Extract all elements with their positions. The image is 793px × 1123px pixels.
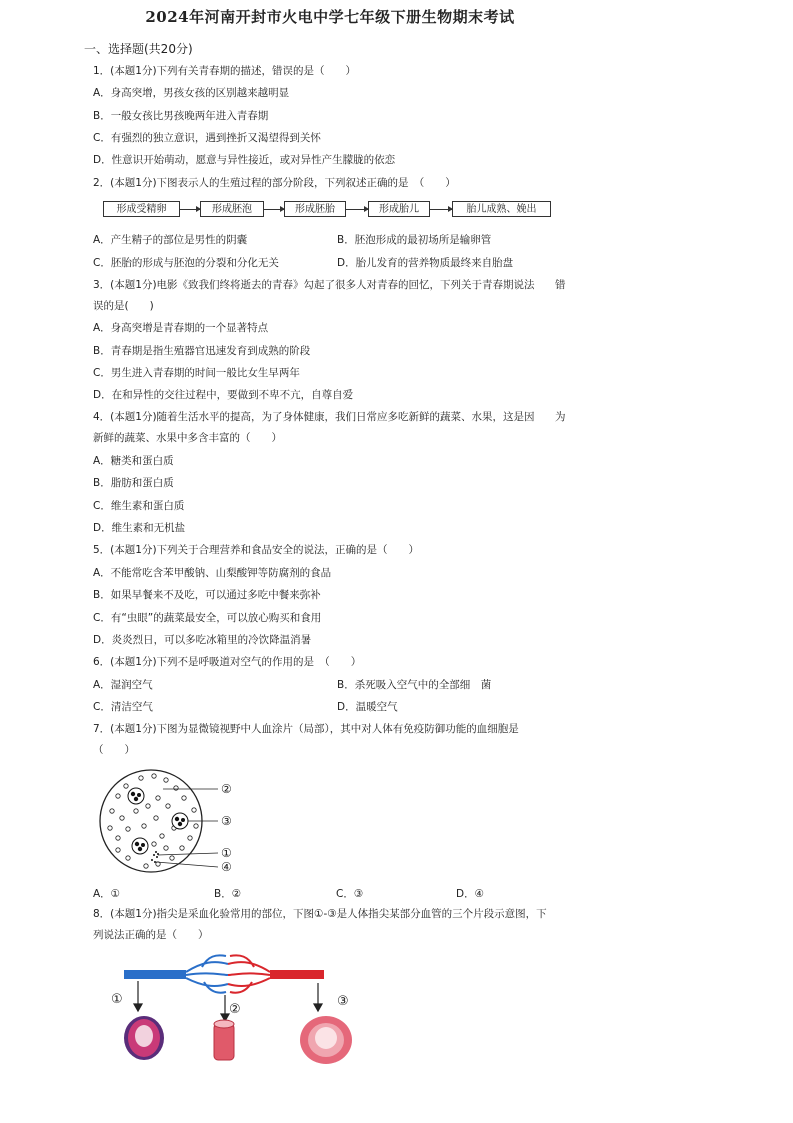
q5-option-a: A．不能常吃含苯甲酸钠、山梨酸钾等防腐剂的食品 <box>93 567 332 579</box>
q5-stem: 5．(本题1分)下列关于合理营养和食品安全的说法，正确的是（ ） <box>93 544 420 556</box>
q1-option-a: A．身高突增，男孩女孩的区别越来越明显 <box>93 87 290 99</box>
flow-step: 形成胚泡 <box>200 201 264 217</box>
q8-stem: 8．(本题1分)指尖是采血化验常用的部位，下图①-③是人体指尖某部分血管的三个片段示意图，下 <box>93 908 547 920</box>
q4-option-a: A．糖类和蛋白质 <box>93 455 174 467</box>
vessel-label-3: ③ <box>337 994 349 1009</box>
q1-option-b: B．一般女孩比男孩晚两年进入青春期 <box>93 110 269 122</box>
q1-option-c: C．有强烈的独立意识，遇到挫折又渴望得到关怀 <box>93 132 321 144</box>
label-1: ① <box>221 846 232 860</box>
q2-option-d: D．胎儿发育的营养物质最终来自胎盘 <box>337 257 514 269</box>
q2-option-c: C．胚胎的形成与胚泡的分裂和分化无关 <box>93 257 279 269</box>
vessel-label-1: ① <box>111 992 123 1007</box>
q4-stem: 4．(本题1分)随着生活水平的提高，为了身体健康，我们日常应多吃新鲜的蔬菜、水果，这是因 <box>93 411 535 423</box>
q3-stem-cont: 误的是( ) <box>93 300 154 312</box>
q7-option-b: B．② <box>214 888 242 900</box>
q3-option-d: D．在和异性的交往过程中，要做到不卑不亢，自尊自爱 <box>93 389 354 401</box>
flow-arrow-icon <box>346 209 368 210</box>
label-4: ④ <box>221 860 232 874</box>
q4-stem-cont: 新鲜的蔬菜、水果中多含丰富的（ ） <box>93 432 282 444</box>
flow-arrow-icon <box>430 209 452 210</box>
page-title: 2024年河南开封市火电中学七年级下册生物期末考试 <box>145 8 515 26</box>
q7-option-c: C．③ <box>336 888 364 900</box>
flow-step: 形成胚胎 <box>284 201 346 217</box>
q7-option-a: A．① <box>93 888 121 900</box>
q2-option-b: B．胚泡形成的最初场所是输卵管 <box>337 234 492 246</box>
q3-option-a: A．身高突增是青春期的一个显著特点 <box>93 322 269 334</box>
flow-step: 胎儿成熟、娩出 <box>452 201 551 217</box>
flow-step: 形成胎儿 <box>368 201 430 217</box>
q3-stem: 3．(本题1分)电影《致我们终将逝去的青春》勾起了很多人对青春的回忆，下列关于青春期说法 <box>93 279 535 291</box>
vessel-label-2: ② <box>229 1002 241 1017</box>
q4-option-d: D．维生素和无机盐 <box>93 522 186 534</box>
q3-option-c: C．男生进入青春期的时间一般比女生早两年 <box>93 367 300 379</box>
q6-option-a: A．湿润空气 <box>93 679 153 691</box>
label-2: ② <box>221 782 232 796</box>
q7-stem: 7．(本题1分)下图为显微镜视野中人血涂片（局部），其中对人体有免疫防御功能的血细胞是 <box>93 723 519 735</box>
q2-stem: 2．(本题1分)下图表示人的生殖过程的部分阶段，下列叙述正确的是 （ ） <box>93 177 456 189</box>
q6-option-b: B．杀死吸入空气中的全部细 菌 <box>337 679 492 691</box>
q7-stem-cont: （ ） <box>93 744 135 756</box>
q7-option-d: D．④ <box>456 888 484 900</box>
q3-option-b: B．青春期是指生殖器官迅速发育到成熟的阶段 <box>93 345 311 357</box>
flow-arrow-icon <box>264 209 284 210</box>
q8-stem-cont: 列说法正确的是（ ） <box>93 929 209 941</box>
q3-stem-end: 错 <box>555 279 566 291</box>
q6-stem: 6．(本题1分)下列不是呼吸道对空气的作用的是 （ ） <box>93 656 362 668</box>
q2-option-a: A．产生精子的部位是男性的阴囊 <box>93 234 248 246</box>
q5-option-d: D．炎炎烈日，可以多吃冰箱里的冷饮降温消暑 <box>93 634 312 646</box>
q6-option-c: C．清洁空气 <box>93 701 153 713</box>
q4-option-c: C．维生素和蛋白质 <box>93 500 185 512</box>
q5-option-c: C．有“虫眼”的蔬菜最安全，可以放心购买和食用 <box>93 612 322 624</box>
label-3: ③ <box>221 814 232 828</box>
q4-option-b: B．脂肪和蛋白质 <box>93 477 174 489</box>
flow-arrow-icon <box>180 209 200 210</box>
q1-option-d: D．性意识开始萌动，愿意与异性接近，或对异性产生朦胧的依恋 <box>93 154 396 166</box>
q1-stem: 1．(本题1分)下列有关青春期的描述，错误的是（ ） <box>93 65 357 77</box>
flow-step: 形成受精卵 <box>103 201 180 217</box>
q4-stem-end: 为 <box>555 411 566 423</box>
q5-option-b: B．如果早餐来不及吃，可以通过多吃中餐来弥补 <box>93 589 321 601</box>
section-heading: 一、选择题(共20分) <box>84 42 193 56</box>
q6-option-d: D．温暖空气 <box>337 701 398 713</box>
